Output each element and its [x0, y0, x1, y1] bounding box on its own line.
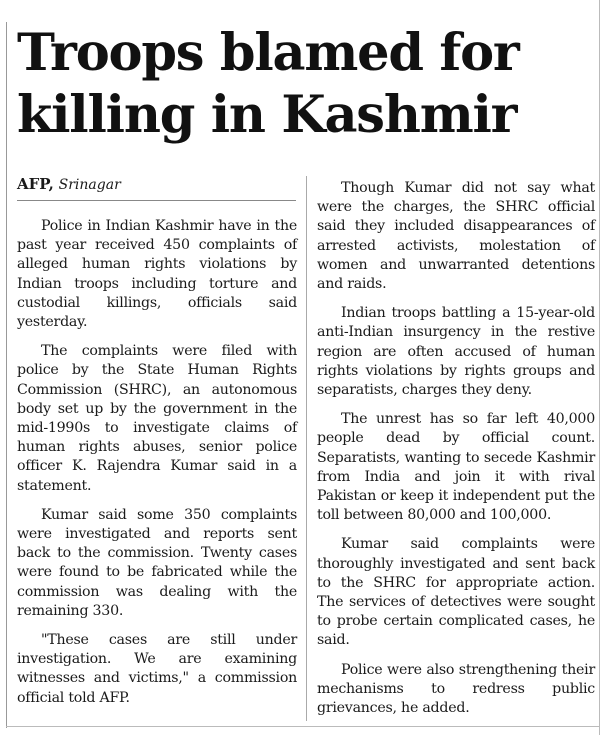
paragraph: "These cases are still under investigation. We are examining witnesses and victims," a commission official told AFP. — [17, 632, 297, 706]
byline-agency: AFP, — [17, 175, 54, 193]
byline — [17, 174, 297, 195]
headline: Troops blamed for killing in Kashmir — [17, 23, 519, 145]
paragraph: The unrest has so far left 40,000 people dead by official count. Separatists, wanting to secede Kashmir from India and join it with rival Pakistan or keep it independent put the toll between 80,000 and 100,000. — [317, 411, 595, 524]
article-column-right — [317, 179, 595, 728]
byline-divider — [17, 200, 296, 201]
paragraph: Indian troops battling a 15-year-old anti-Indian insurgency in the restive region are often accused of human rights violations by rights groups and separatists, charges they deny. — [317, 305, 595, 399]
paragraph: Kumar said complaints were thoroughly investigated and sent back to the SHRC for appropriate action. The services of detectives were sought to probe certain complicated cases, he said. — [317, 536, 595, 649]
left-border-rule — [6, 22, 7, 728]
paragraph: Kumar said some 350 complaints were investigated and reports sent back to the commission. Twenty cases were found to be fabricated while the commission was dealing with the remaining 330. — [17, 506, 297, 619]
column-divider — [306, 176, 307, 721]
article-column-left — [17, 217, 297, 718]
paragraph: Police in Indian Kashmir have in the past year received 450 complaints of alleged human rights violations by Indian troops including torture and custodial killings, officials said yesterday. — [17, 218, 297, 331]
paragraph: The complaints were filed with police by the State Human Rights Commission (SHRC), an autonomous body set up by the government in the mid-1990s to investigate claims of human rights abuses, senior police officer K. Rajendra Kumar said in a statement. — [17, 343, 297, 494]
byline-place: Srinagar — [58, 177, 121, 193]
paragraph: Though Kumar did not say what were the charges, the SHRC official said they included disappearances of arrested activists, molestation of women and unwarranted detentions and raids. — [317, 180, 595, 293]
right-border-rule — [599, 0, 600, 735]
paragraph: Police were also strengthening their mechanisms to redress public grievances, he added. — [317, 661, 595, 717]
